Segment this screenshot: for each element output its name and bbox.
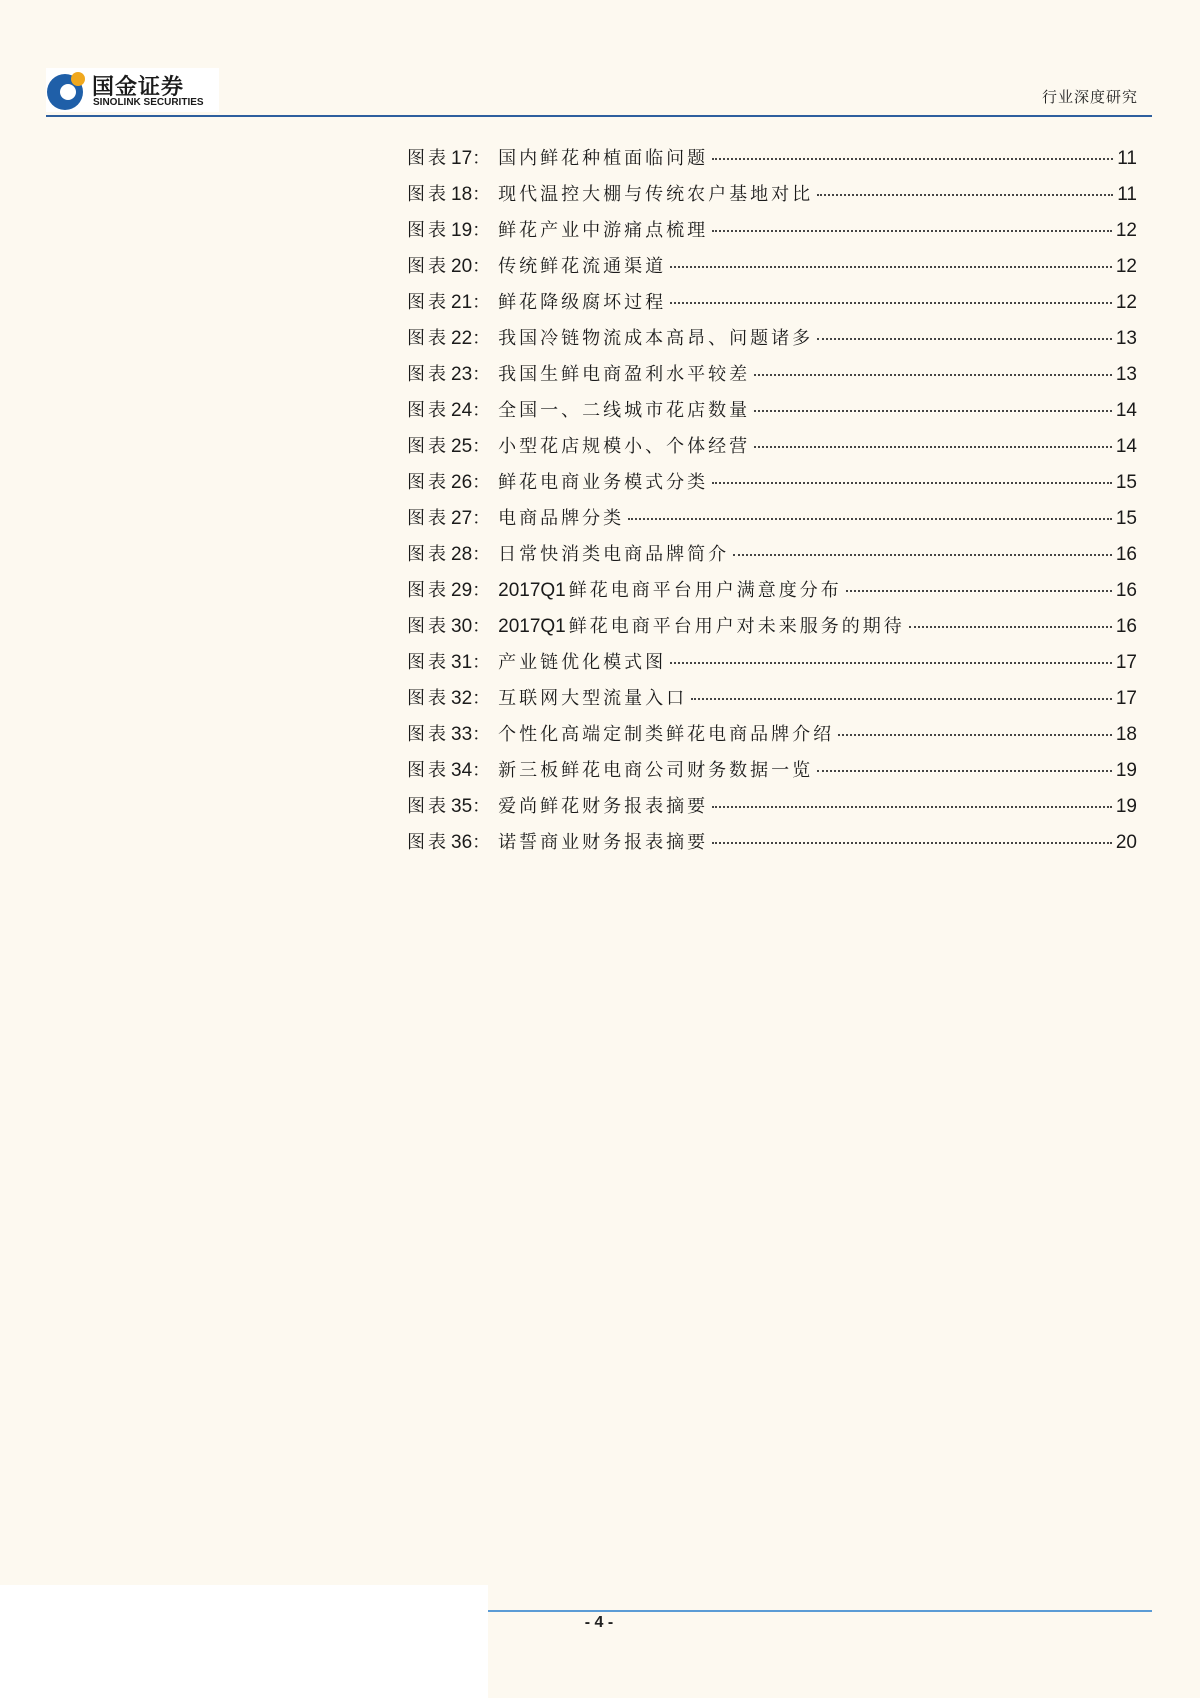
toc-entry-page: 18 [1115,724,1137,745]
toc-entry-prefix: 图表 [407,796,449,817]
toc-entry-page: 11 [1117,184,1137,205]
toc-dot-leader [670,662,1112,664]
toc-entry-prefix: 图表 [407,688,449,709]
toc-entry-title-lead: 2017Q1 [498,616,566,637]
toc-entry-title-text: 全国一、二线城市花店数量 [498,400,751,421]
toc-entry-colon: ： [472,220,491,241]
logo-english-name: SINOLINK SECURITIES [93,97,204,108]
toc-entry[interactable] [407,576,1137,612]
toc-entry-title-text: 个性化高端定制类鲜花电商品牌介绍 [498,724,835,745]
toc-entry-page: 12 [1115,220,1137,241]
toc-entry-colon: ： [472,580,491,601]
toc-dot-leader [817,770,1112,772]
toc-entry-prefix: 图表 [407,724,449,745]
toc-entry-number: 25 [451,436,473,457]
toc-entry-number: 36 [451,832,473,853]
footer-divider [488,1610,1152,1612]
toc-entry[interactable] [407,144,1137,180]
toc-entry-title-text: 产业链优化模式图 [498,652,667,673]
toc-entry-title [498,684,687,710]
toc-entry-number: 22 [451,328,473,349]
toc-entry-title-text: 电商品牌分类 [498,508,625,529]
logo-chinese-name: 国金证券 [92,75,185,100]
toc-entry[interactable] [407,756,1137,792]
toc-entry-prefix: 图表 [407,580,449,601]
toc-dot-leader [754,374,1112,376]
toc-entry-number: 21 [451,292,473,313]
toc-entry-prefix: 图表 [407,364,449,385]
toc-entry[interactable] [407,468,1137,504]
toc-dot-leader [670,266,1112,268]
sinolink-logo-icon [46,70,88,112]
toc-entry[interactable] [407,684,1137,720]
toc-entry-number: 32 [451,688,473,709]
toc-entry[interactable] [407,540,1137,576]
toc-entry-number: 19 [451,220,473,241]
toc-entry-colon: ： [472,328,491,349]
toc-entry-prefix: 图表 [407,472,449,493]
toc-entry-title-text: 小型花店规模小、个体经营 [498,436,751,457]
toc-entry-number: 30 [451,616,473,637]
toc-entry-prefix: 图表 [407,184,449,205]
toc-entry-number: 28 [451,544,473,565]
toc-entry-title-text: 传统鲜花流通渠道 [498,256,667,277]
toc-entry-colon: ： [472,436,491,457]
toc-entry-page: 19 [1115,760,1137,781]
toc-entry-colon: ： [472,832,491,853]
toc-entry[interactable] [407,324,1137,360]
toc-entry-page: 16 [1115,616,1137,637]
toc-entry[interactable] [407,648,1137,684]
toc-entry-title [498,648,666,674]
toc-entry-number: 27 [451,508,473,529]
toc-dot-leader [712,158,1113,160]
toc-entry-page: 16 [1115,544,1137,565]
toc-entry-page: 19 [1115,796,1137,817]
toc-entry-number: 24 [451,400,473,421]
page-number: - 4 - [584,1614,614,1631]
toc-entry-title [498,360,750,386]
toc-entry-colon: ： [472,796,491,817]
toc-entry-colon: ： [472,508,491,529]
toc-entry-number: 29 [451,580,473,601]
toc-entry-colon: ： [472,148,491,169]
toc-entry-colon: ： [472,292,491,313]
toc-entry-title [498,576,842,602]
toc-entry-title-text: 鲜花电商业务模式分类 [498,472,709,493]
toc-entry[interactable] [407,504,1137,540]
toc-entry-number: 18 [451,184,473,205]
toc-dot-leader [733,554,1112,556]
toc-entry-title-lead: 2017Q1 [498,580,566,601]
toc-entry-number: 31 [451,652,473,673]
toc-entry-page: 12 [1115,256,1137,277]
toc-entry-title [498,792,708,818]
toc-entry-prefix: 图表 [407,292,449,313]
toc-entry-title [498,828,708,854]
toc-dot-leader [712,482,1112,484]
toc-entry-title-text: 鲜花电商平台用户对未来服务的期待 [568,616,905,637]
toc-dot-leader [754,410,1112,412]
toc-entry-title-text: 新三板鲜花电商公司财务数据一览 [498,760,814,781]
toc-entry-page: 13 [1115,364,1137,385]
toc-entry-title [498,144,708,170]
toc-entry-colon: ： [472,760,491,781]
toc-dot-leader [628,518,1112,520]
toc-entry[interactable] [407,360,1137,396]
toc-entry-prefix: 图表 [407,148,449,169]
toc-entry-number: 20 [451,256,473,277]
toc-entry-prefix: 图表 [407,652,449,673]
toc-entry-title [498,432,750,458]
toc-dot-leader [670,302,1112,304]
toc-entry-number: 35 [451,796,473,817]
toc-entry-title-text: 国内鲜花种植面临问题 [498,148,709,169]
toc-entry-page: 16 [1115,580,1137,601]
toc-entry-title-text: 鲜花产业中游痛点梳理 [498,220,709,241]
toc-entry-colon: ： [472,544,491,565]
toc-entry-page: 15 [1115,472,1137,493]
toc-entry-title [498,756,813,782]
figure-list [407,144,1137,864]
company-logo [46,68,219,112]
toc-entry-prefix: 图表 [407,544,449,565]
toc-entry-number: 26 [451,472,473,493]
toc-entry-prefix: 图表 [407,436,449,457]
toc-entry[interactable] [407,288,1137,324]
toc-dot-leader [817,194,1113,196]
toc-entry-title [498,324,813,350]
toc-dot-leader [909,626,1112,628]
footer-blank-area [0,1585,488,1698]
toc-entry-title [498,468,708,494]
toc-entry-page: 20 [1115,832,1137,853]
toc-entry-title [498,612,905,638]
toc-entry-number: 33 [451,724,473,745]
toc-entry[interactable] [407,432,1137,468]
toc-entry[interactable] [407,792,1137,828]
toc-entry-prefix: 图表 [407,256,449,277]
toc-entry-number: 34 [451,760,473,781]
toc-entry-page: 14 [1115,436,1137,457]
toc-entry-page: 12 [1115,292,1137,313]
toc-entry[interactable] [407,180,1137,216]
toc-entry-title-text: 我国冷链物流成本高昂、问题诸多 [498,328,814,349]
toc-entry-prefix: 图表 [407,400,449,421]
toc-entry[interactable] [407,612,1137,648]
toc-entry-prefix: 图表 [407,760,449,781]
toc-entry-title [498,540,729,566]
toc-dot-leader [712,230,1112,232]
toc-entry-colon: ： [472,364,491,385]
toc-entry-title [498,720,834,746]
toc-entry-title-text: 诺誓商业财务报表摘要 [498,832,709,853]
toc-entry-colon: ： [472,256,491,277]
toc-entry-title-text: 互联网大型流量入口 [498,688,688,709]
toc-entry-page: 17 [1115,688,1137,709]
toc-entry-title-text: 爱尚鲜花财务报表摘要 [498,796,709,817]
toc-entry-prefix: 图表 [407,220,449,241]
toc-dot-leader [817,338,1112,340]
toc-entry-colon: ： [472,652,491,673]
toc-entry-title-text: 现代温控大棚与传统农户基地对比 [498,184,814,205]
toc-entry-prefix: 图表 [407,508,449,529]
report-category: 行业深度研究 [1041,88,1138,106]
toc-entry-page: 17 [1115,652,1137,673]
toc-entry[interactable] [407,828,1137,864]
toc-entry-title-text: 日常快消类电商品牌简介 [498,544,730,565]
toc-dot-leader [691,698,1112,700]
toc-entry-page: 13 [1115,328,1137,349]
toc-dot-leader [712,806,1112,808]
toc-entry-title-text: 鲜花降级腐坏过程 [498,292,667,313]
toc-entry[interactable] [407,396,1137,432]
toc-entry[interactable] [407,216,1137,252]
toc-entry-prefix: 图表 [407,832,449,853]
toc-entry-colon: ： [472,616,491,637]
toc-entry-prefix: 图表 [407,328,449,349]
toc-entry-number: 17 [451,148,473,169]
toc-entry[interactable] [407,720,1137,756]
toc-entry-title [498,504,624,530]
toc-entry-colon: ： [472,184,491,205]
toc-entry-title [498,252,666,278]
toc-entry-page: 15 [1115,508,1137,529]
toc-entry-colon: ： [472,472,491,493]
toc-entry-title-text: 我国生鲜电商盈利水平较差 [498,364,751,385]
toc-entry[interactable] [407,252,1137,288]
toc-entry-prefix: 图表 [407,616,449,637]
toc-entry-colon: ： [472,688,491,709]
header-divider [46,115,1152,117]
toc-entry-page: 11 [1117,148,1137,169]
toc-entry-title [498,396,750,422]
toc-entry-number: 23 [451,364,473,385]
toc-dot-leader [754,446,1112,448]
toc-entry-title [498,288,666,314]
toc-entry-title [498,180,813,206]
toc-entry-title-text: 鲜花电商平台用户满意度分布 [568,580,842,601]
toc-dot-leader [838,734,1112,736]
toc-entry-colon: ： [472,400,491,421]
toc-dot-leader [712,842,1112,844]
toc-dot-leader [846,590,1112,592]
toc-entry-page: 14 [1115,400,1137,421]
toc-entry-title [498,216,708,242]
toc-entry-colon: ： [472,724,491,745]
